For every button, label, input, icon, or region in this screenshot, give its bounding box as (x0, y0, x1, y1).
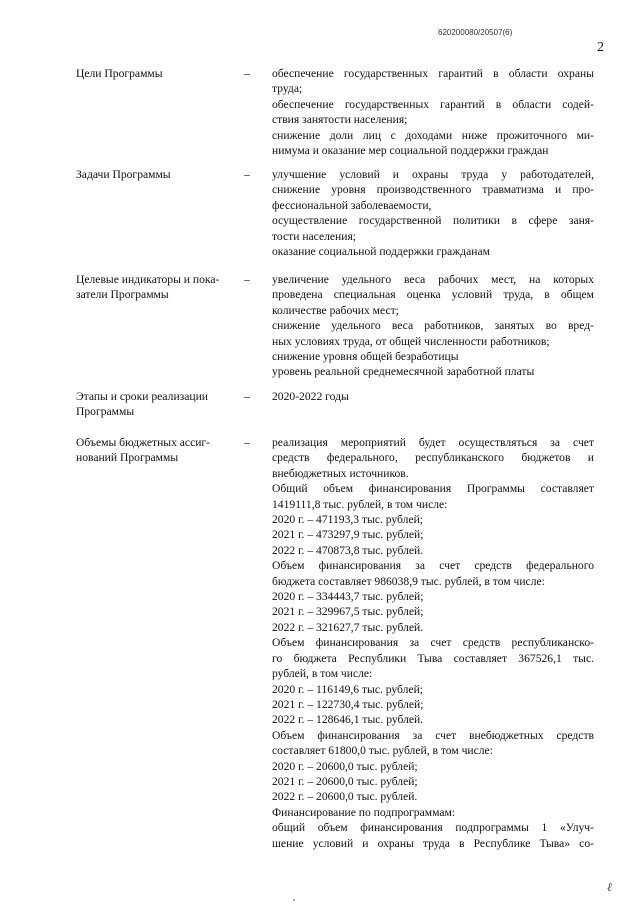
content-line: шение условий и охраны труда в Республике Тыва» со- (272, 836, 594, 850)
content-line: 2021 г. – 122730,4 тыс. рублей; (272, 697, 424, 711)
row-dash: – (244, 390, 250, 403)
row-dash: – (244, 436, 250, 449)
content-line: реализация мероприятий будет осуществляться за счет (272, 436, 594, 449)
content-line: 2021 г. – 329967,5 тыс. рублей; (272, 605, 424, 619)
label-line: Объемы бюджетных ассиг- (76, 436, 211, 449)
content-line: снижение доли лиц с доходами ниже прожиточного ми- (272, 128, 594, 142)
content-line: снижение удельного веса работников, занятых во вред- (272, 319, 594, 333)
content-line: 2020-2022 годы (272, 390, 349, 403)
content-line: рублей, в том числе: (272, 667, 373, 681)
content-line: 2021 г. – 20600,0 тыс. рублей; (272, 774, 418, 788)
content-line: ных условиях труда, от общей численности работников; (272, 334, 550, 348)
content-line: 1419111,8 тыс. рублей, в том числе: (272, 497, 448, 511)
content-line: общий объем финансирования подпрограммы 1 «Улуч- (272, 821, 594, 835)
content-line: Объем финансирования за счет средств федерального (272, 559, 594, 573)
content-line: 2020 г. – 20600,0 тыс. рублей; (272, 759, 418, 773)
content-line: 2020 г. – 116149,6 тыс. рублей; (272, 682, 424, 696)
row-label (76, 167, 241, 182)
label-line: затели Программы (76, 288, 169, 302)
row-dash: – (244, 67, 250, 80)
row-content (272, 435, 594, 851)
row-content (272, 272, 594, 380)
content-line: ствия занятости населения; (272, 113, 408, 127)
content-line: оказание социальной поддержки гражданам (272, 245, 490, 259)
content-line: составляет 61800,0 тыс. рублей, в том числе: (272, 744, 493, 758)
scan-dot (293, 899, 295, 901)
label-line: Этапы и сроки реализации (76, 390, 208, 403)
content-line: 2022 г. – 321627,7 тыс. рублей. (272, 620, 424, 634)
content-line: Объем финансирования за счет внебюджетных средств (272, 728, 594, 742)
content-line: нимума и оказание мер социальной поддержки граждан (272, 144, 549, 158)
page-number: 2 (597, 40, 604, 55)
label-line: Цели Программы (76, 67, 163, 80)
label-line: Целевые индикаторы и пока- (76, 273, 220, 286)
content-line: фессиональной заболеваемости, (272, 198, 432, 212)
content-line: осуществление государственной политики в сфере заня- (272, 214, 594, 228)
content-line: увеличение удельного веса рабочих мест, на которых (272, 273, 594, 286)
row-content (272, 167, 594, 259)
content-line: проведена специальная оценка условий труда, в общем (272, 288, 594, 302)
content-line: тости населения; (272, 229, 356, 243)
content-line: средств федерального, республиканского бюджетов и (272, 451, 594, 465)
row-content (272, 66, 594, 158)
content-line: го бюджета Республики Тыва составляет 367526,1 тыс. (272, 651, 594, 665)
content-line: 2022 г. – 470873,8 тыс. рублей. (272, 543, 424, 557)
row-label (76, 66, 241, 81)
content-line: 2022 г. – 20600,0 тыс. рублей. (272, 790, 418, 804)
row-dash: – (244, 168, 250, 181)
content-line: Финансирование по подпрограммам: (272, 805, 456, 819)
label-line: нований Программы (76, 451, 179, 465)
content-line: 2021 г. – 473297,9 тыс. рублей; (272, 528, 424, 542)
content-line: 2022 г. – 128646,1 тыс. рублей. (272, 713, 424, 727)
content-line: 2020 г. – 334443,7 тыс. рублей; (272, 590, 424, 604)
label-line: Задачи Программы (76, 168, 171, 181)
content-line: уровень реальной среднемесячной заработной платы (272, 365, 535, 379)
label-line: Программы (76, 405, 135, 419)
content-line: 2020 г. – 471193,3 тыс. рублей; (272, 513, 424, 527)
content-line: улучшение условий и охраны труда у работодателей, (272, 168, 594, 181)
content-line: Объем финансирования за счет средств республиканско- (272, 636, 594, 650)
content-line: снижение уровня общей безработицы (272, 350, 459, 364)
handwritten-mark: ℓ (607, 880, 612, 894)
row-content (272, 389, 594, 404)
content-line: внебюджетных источников. (272, 466, 409, 480)
content-line: бюджета составляет 986038,9 тыс. рублей, в том числе: (272, 574, 545, 588)
content-line: обеспечение государственных гарантий в области охраны (272, 67, 594, 80)
row-label (76, 272, 241, 303)
content-line: Общий объем финансирования Программы составляет (272, 482, 594, 496)
content-line: труда; (272, 82, 303, 96)
content-line: количестве рабочих мест; (272, 303, 399, 317)
content-line: обеспечение государственных гарантий в области содей- (272, 97, 594, 111)
content-line: снижение уровня производственного травматизма и про- (272, 183, 594, 197)
registration-stamp: 620200080/20507(6) (438, 28, 513, 37)
row-dash: – (244, 273, 250, 286)
row-label (76, 435, 241, 466)
row-label (76, 389, 241, 420)
